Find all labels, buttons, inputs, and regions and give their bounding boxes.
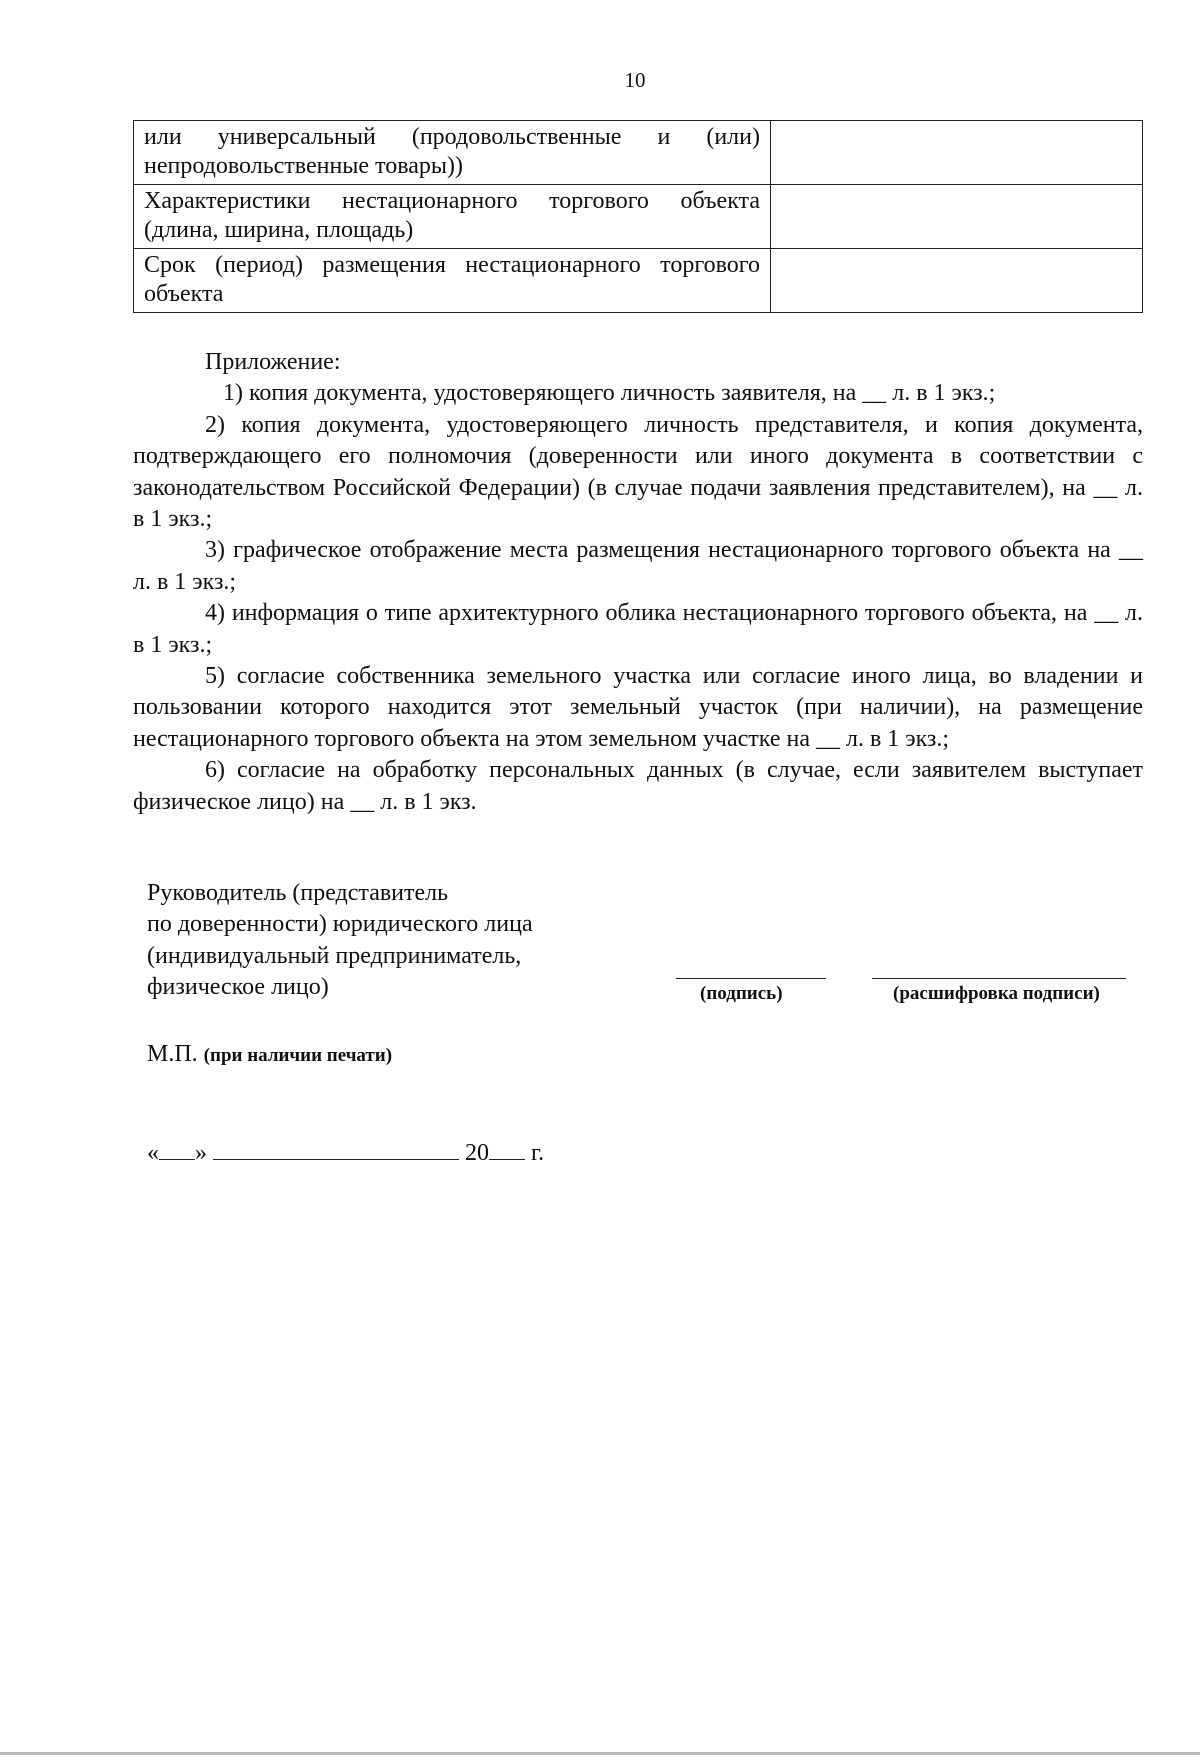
signature-decode-caption: (расшифровка подписи)	[893, 983, 1100, 1004]
annex-item: 6) согласие на обработку персональных данных (в случае, если заявителем выступает физическое лицо) на __ л. в 1 экз.	[133, 757, 1143, 815]
date-close-quote: »	[195, 1140, 207, 1166]
signature-decode-line	[872, 978, 1126, 979]
date-line	[147, 1137, 544, 1167]
table-row	[134, 249, 1143, 313]
table-row	[134, 121, 1143, 185]
stamp-label: М.П.	[147, 1041, 198, 1067]
signer-title	[147, 878, 533, 1004]
table-cell-value	[771, 121, 1143, 185]
page-number: 10	[624, 68, 646, 92]
date-century: 20	[465, 1140, 489, 1166]
annex-item: 5) согласие собственника земельного участка или согласие иного лица, во владении и пользовании которого находится этот земельный участок (при наличии), на размещение нестационарного торгового объекта на этом земельном участке на __ л. в 1 экз.;	[133, 663, 1143, 752]
table-cell-label: Характеристики нестационарного торгового объекта (длина, ширина, площадь)	[134, 185, 771, 249]
signer-line: Руководитель (представитель	[147, 880, 449, 906]
stamp-block	[147, 1041, 392, 1068]
year-blank	[489, 1137, 525, 1160]
date-open-quote: «	[147, 1140, 159, 1166]
table-cell-label: или универсальный (продовольственные и (или) непродовольственные товары))	[134, 121, 771, 185]
table-cell-label: Срок (период) размещения нестационарного торгового объекта	[134, 249, 771, 313]
signer-line: (индивидуальный предприниматель,	[147, 942, 522, 969]
annex-item: 2) копия документа, удостоверяющего личность представителя, и копия документа, подтверждающего его полномочия (доверенности или иного документа в соответствии с законодательством Российской Федерации) (в случае подачи заявления представителем), на __ л. в 1 экз.;	[133, 411, 1143, 533]
table-row	[134, 185, 1143, 249]
annex-item: 1) копия документа, удостоверяющего личность заявителя, на __ л. в 1 экз.;	[223, 380, 996, 407]
annex-item: 3) графическое отображение места размещения нестационарного торгового объекта на __ л. в 1 экз.;	[133, 537, 1143, 595]
month-blank	[213, 1137, 459, 1160]
annex-section	[133, 347, 1143, 818]
table-cell-value	[771, 185, 1143, 249]
signature-line	[676, 978, 826, 979]
annex-item: 4) информация о типе архитектурного облика нестационарного торгового объекта, на __ л. в 1 экз.;	[133, 600, 1143, 658]
signer-line: физическое лицо)	[147, 974, 329, 1001]
scan-edge	[0, 1752, 1200, 1755]
date-suffix: г.	[531, 1140, 545, 1166]
annex-heading: Приложение:	[205, 349, 341, 375]
table-cell-value	[771, 249, 1143, 313]
day-blank	[159, 1137, 195, 1160]
signature-caption: (подпись)	[700, 983, 783, 1004]
signer-line: по доверенности) юридического лица	[147, 911, 533, 938]
stamp-note: (при наличии печати)	[203, 1045, 393, 1066]
object-info-table	[133, 120, 1143, 313]
